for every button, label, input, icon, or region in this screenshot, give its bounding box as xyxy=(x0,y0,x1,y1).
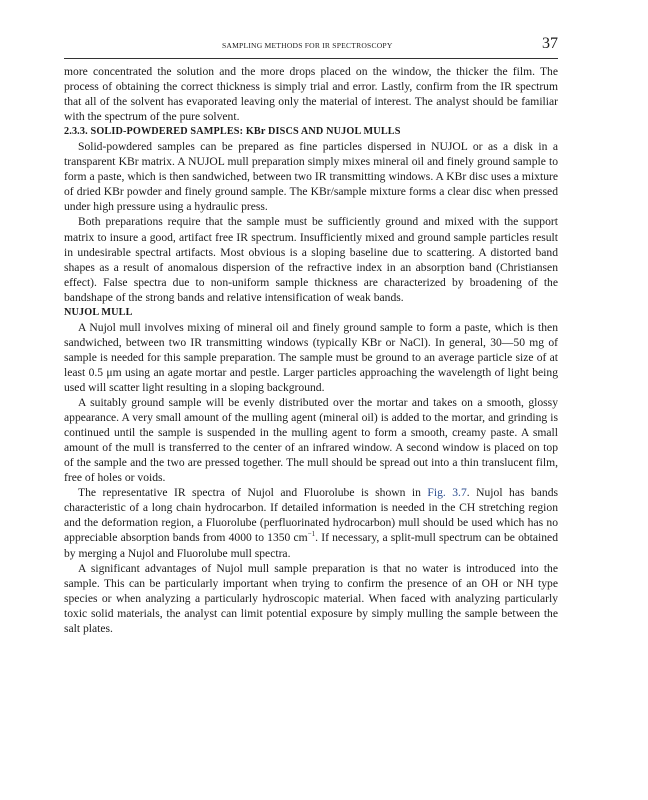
figure-link[interactable]: Fig. 3.7 xyxy=(427,486,467,500)
paragraph-nujol-3-end: . If necessary, a split-mull spectrum can be obtained by merging a Nujol and Fluorolube mull spectra. xyxy=(64,531,558,560)
paragraph-nujol-3-middle: . Nujol has bands characteristic of a long chain hydrocarbon. If detailed information is needed in the CH stretching region and the deformation region, a Fluorolube (perfluorinated hydrocarbon) mull should be used which has no appreciable absorption bands from 4000 to 1350 cm xyxy=(64,486,559,545)
header-rule xyxy=(64,58,558,59)
section-heading: 2.3.3. SOLID-POWDERED SAMPLES: KBr DISCS AND NUJOL MULLS xyxy=(64,126,401,138)
running-head: SAMPLING METHODS FOR IR SPECTROSCOPY xyxy=(222,41,393,50)
paragraph-solid-1: Solid-powdered samples can be prepared as fine particles dispersed in NUJOL or as a disk in a transparent KBr matrix. A NUJOL mull preparation simply mixes mineral oil and finely ground sample to form a paste, which is then sandwiched, between two IR transmitting windows. A KBr disc uses a mixture of dried KBr powder and finely ground sample. The KBr/sample mixture forms a clear disc when pressed under high pressure using a hydraulic press. xyxy=(64,140,558,214)
paragraph-intro: more concentrated the solution and the more drops placed on the window, the thicker the film. The process of obtaining the correct thickness is simply trial and error. Lastly, confirm from the IR spectrum that all of the solvent has evaporated leaving only the material of interest. The analyst should be familiar with the spectrum of the pure solvent. xyxy=(64,65,558,124)
paragraph-nujol-1: A Nujol mull involves mixing of mineral oil and finely ground sample to form a paste, which is then sandwiched, between two IR transmitting windows (typically KBr or NaCl). In general, 30—50 mg of sample is needed for this sample preparation. The sample must be ground to an average particle size of at least 0.5 μm using an agate mortar and pestle. Larger particles approaching the wavelength of light being used will scatter light resulting in a sloping background. xyxy=(64,320,558,394)
paragraph-nujol-3-start: The representative IR spectra of Nujol and Fluorolube is shown in xyxy=(78,486,428,500)
paragraph-nujol-4: A significant advantages of Nujol mull sample preparation is that no water is introduced into the sample. This can be particularly important when trying to confirm the presence of an OH or NH type species or when analyzing a particularly hydroscopic material. When faced with analyzing particularly toxic solid materials, the analyst can limit potential exposure by simply mulling the sample between the salt plates. xyxy=(64,561,558,635)
page-header xyxy=(64,36,558,56)
body-text xyxy=(64,64,558,636)
subsection-heading: NUJOL MULL xyxy=(64,306,133,318)
superscript-exponent: −1 xyxy=(307,530,316,539)
paragraph-nujol-3 xyxy=(64,485,558,560)
paragraph-nujol-2: A suitably ground sample will be evenly distributed over the mortar and takes on a smooth, glossy appearance. A very small amount of the mulling agent (mineral oil) is added to the mortar, and grinding is continued until the sample is suspended in the mulling agent to form a smooth, creamy paste. A small amount of the mull is transferred to the center of an infrared window. A second window is placed on top of the sample and the two are pressed together. The mull should be spread out into a thin translucent film, free of holes or voids. xyxy=(64,396,558,485)
paragraph-solid-2: Both preparations require that the sample must be sufficiently ground and mixed with the support matrix to insure a good, artifact free IR spectrum. Insufficiently mixed and ground sample particles result in undesirable spectral artifacts. Most obvious is a sloping baseline due to scattering. A distorted band shapes as a result of anomalous dispersion of the refractive index in an absorption band (Christiansen effect). False spectra due to non-uniform sample thickness are characterized by broadening of the bandshape of the strong bands and relative intensification of weak bands. xyxy=(64,215,558,304)
page-number: 37 xyxy=(542,35,558,52)
